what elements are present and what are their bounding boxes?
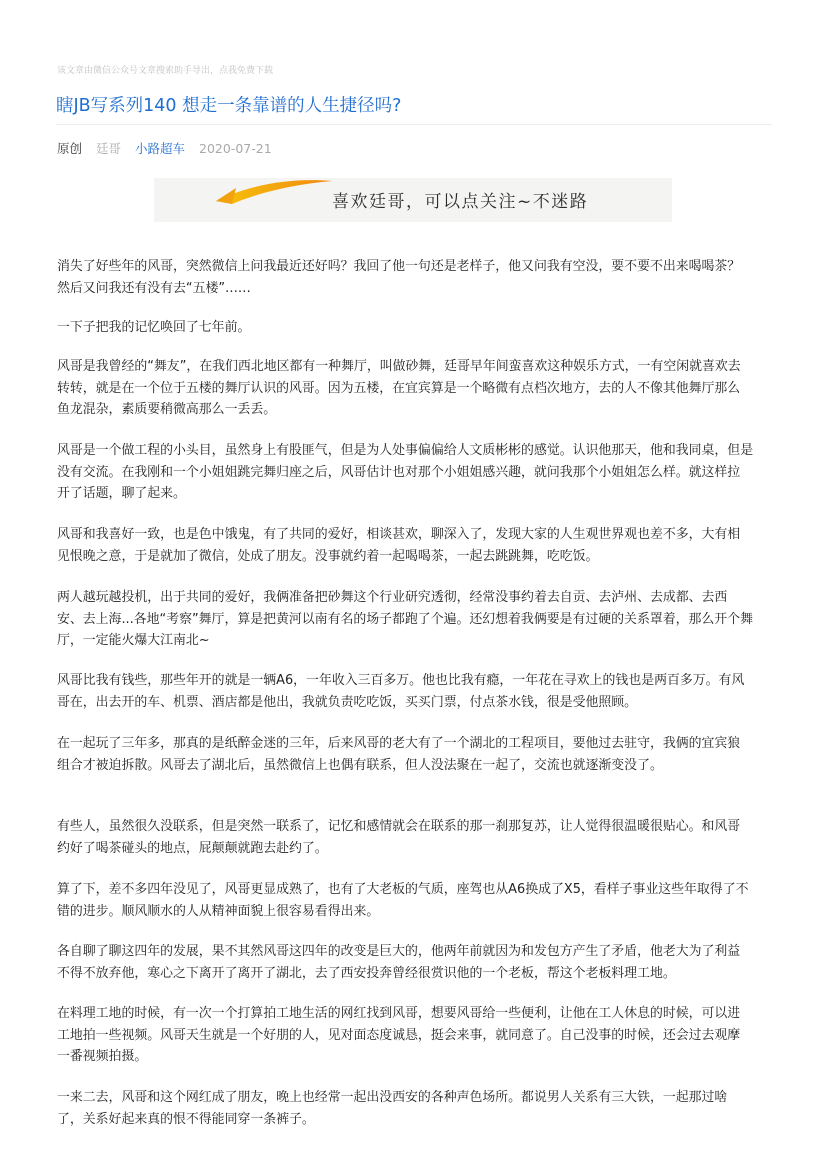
title-divider bbox=[56, 124, 772, 125]
follow-banner bbox=[154, 178, 672, 222]
banner-text: 喜欢廷哥，可以点关注~不迷路 bbox=[332, 192, 589, 212]
paragraph: 算了下，差不多四年没见了，风哥更显成熟了，也有了大老板的气质，座驾也从A6换成了X5，看样子事业这些年取得了不 错的进步。顺风顺水的人从精神面貌上很容易看得出来。 bbox=[57, 882, 749, 919]
paragraph: 风哥是我曾经的“舞友”，在我们西北地区都有一种舞厅，叫做砂舞，廷哥早年间蛮喜欢这种娱乐方式，一有空闲就喜欢去 转转，就是在一个位于五楼的舞厅认识的风哥。因为五楼，在宜宾算是一个略微有点档次地方，去的人不像其他舞厅那么 鱼龙混杂，素质要稍微高那么一丢丢。 bbox=[57, 359, 741, 417]
paragraph: 一来二去，风哥和这个网红成了朋友，晚上也经常一起出没西安的各种声色场所。都说男人关系有三大铁，一起那过啥 了，关系好起来真的恨不得能同穿一条裤子。 bbox=[57, 1090, 728, 1127]
paragraph: 有些人，虽然很久没联系，但是突然一联系了，记忆和感情就会在联系的那一刹那复苏，让人觉得很温暖很贴心。和风哥 约好了喝茶碰头的地点，屁颠颠就跑去赴约了。 bbox=[57, 819, 741, 856]
paragraph: 两人越玩越投机，出于共同的爱好，我俩准备把砂舞这个行业研究透彻，经常没事约着去自贡、去泸州、去成都、去西 安、去上海...各地“考察”舞厅，算是把黄河以南有名的场子都跑了个遍。还幻想着我俩要是有过硬的关系罩着，那么开个舞 厅，一定能火爆大江南北~ bbox=[57, 590, 753, 648]
original-label: 原创 bbox=[57, 141, 83, 156]
paragraph: 在料理工地的时候，有一次一个打算拍工地生活的网红找到风哥，想要风哥给一些便利，让他在工人休息的时候，可以进 工地拍一些视频。风哥天生就是一个好朋的人，见对面态度诚恳，挺会来事，就同意了。自己没事的时候，还会过去观摩 一番视频拍摄。 bbox=[57, 1006, 741, 1064]
paragraph: 风哥比我有钱些，那些年开的就是一辆A6，一年收入三百多万。他也比我有瘾，一年花在寻欢上的钱也是两百多万。有风 哥在，出去开的车、机票、酒店都是他出，我就负责吃吃饭，买买门票，付点茶水钱，很是受他照顾。 bbox=[57, 673, 745, 710]
paragraph: 在一起玩了三年多，那真的是纸醉金迷的三年，后来风哥的老大有了一个湖北的工程项目，要他过去驻守，我俩的宜宾狼 组合才被迫拆散。风哥去了湖北后，虽然微信上也偶有联系，但人没法聚在一起了，交流也就逐渐变没了。 bbox=[57, 736, 741, 773]
author-name: 廷哥 bbox=[96, 141, 122, 156]
article-meta bbox=[57, 141, 282, 157]
account-name-link[interactable]: 小路超车 bbox=[135, 141, 186, 156]
article-title: 瞎JB写系列140 想走一条靠谱的人生捷径吗? bbox=[56, 96, 402, 116]
export-notice-link[interactable]: 该文章由微信公众号文章搜索助手导出，点我免费下载 bbox=[57, 66, 274, 76]
publish-date: 2020-07-21 bbox=[199, 141, 272, 156]
paragraph: 消失了好些年的风哥，突然微信上问我最近还好吗？我回了他一句还是老样子，他又问我有空没，要不要不出来喝喝茶？ 然后又问我还有没有去“五楼”…… bbox=[57, 259, 741, 296]
paragraph: 风哥和我喜好一致，也是色中饿鬼，有了共同的爱好，相谈甚欢，聊深入了，发现大家的人生观世界观也差不多，大有相 见恨晚之意，于是就加了微信，处成了朋友。没事就约着一起喝喝茶，一起去跳跳舞，吃吃饭。 bbox=[57, 527, 741, 564]
paragraph: 风哥是一个做工程的小头目，虽然身上有股匪气，但是为人处事偏偏给人文质彬彬的感觉。认识他那天，他和我同桌，但是 没有交流。在我刚和一个小姐姐跳完舞归座之后，风哥估计也对那个小姐姐感兴趣，就问我那个小姐姐怎么样。就这样拉 开了话题，聊了起来。 bbox=[57, 443, 754, 501]
paragraph: 一下子把我的记忆唤回了七年前。 bbox=[57, 320, 251, 335]
paragraph: 各自聊了聊这四年的发展，果不其然风哥这四年的改变是巨大的，他两年前就因为和发包方产生了矛盾，他老大为了利益 不得不放弃他，寒心之下离开了离开了湖北，去了西安投奔曾经很赏识他的一个老板，帮这个老板料理工地。 bbox=[57, 944, 741, 981]
